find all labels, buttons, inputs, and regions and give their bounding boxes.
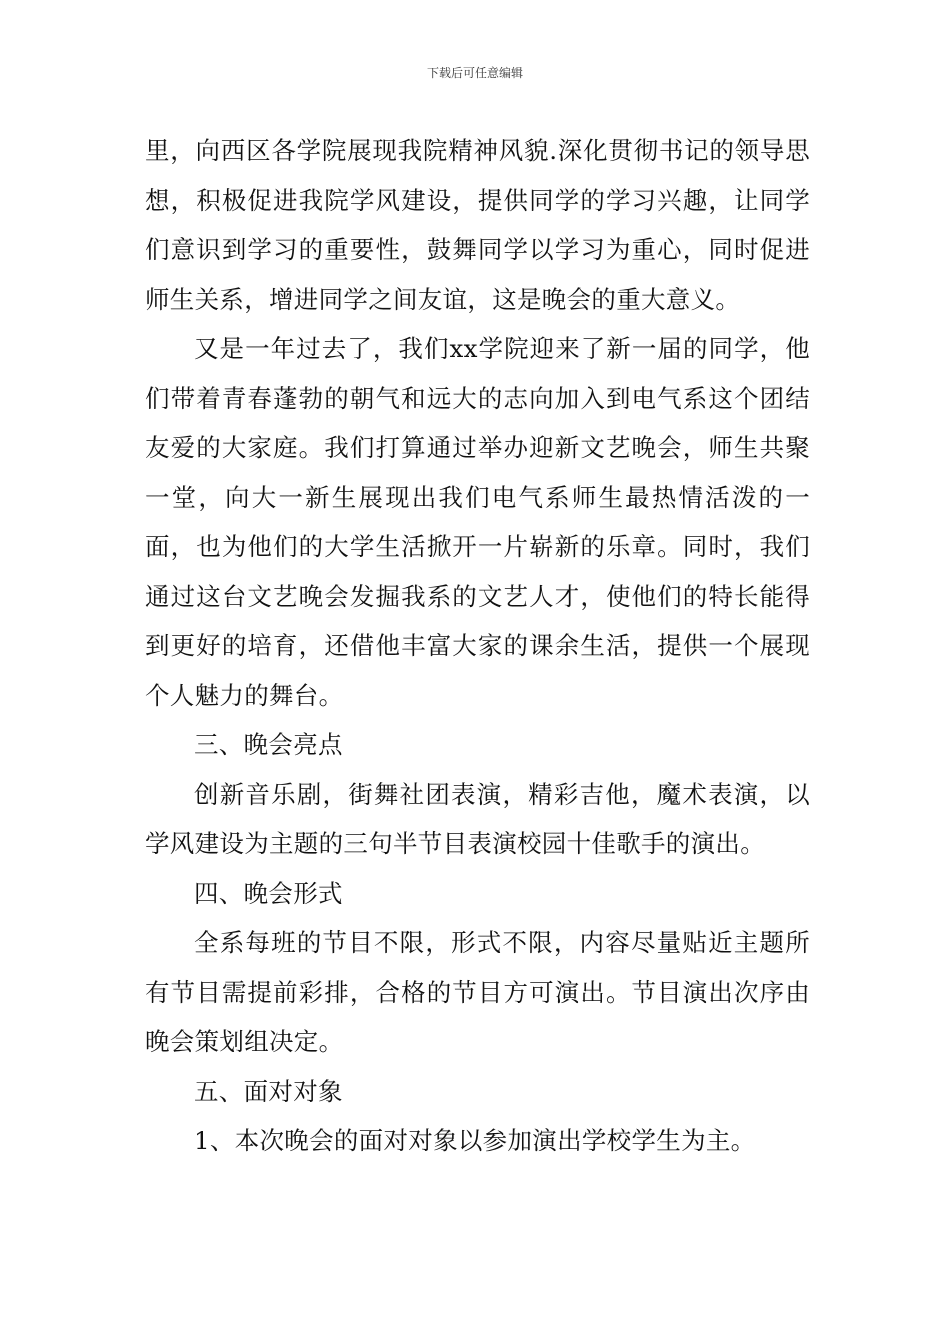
- paragraph-highlights: 创新音乐剧，街舞社团表演，精彩吉他，魔术表演，以学风建设为主题的三句半节目表演校园十佳歌手的演出。: [145, 779, 810, 858]
- section-heading-audience: 五、面对对象: [194, 1076, 343, 1106]
- paragraph-format: 全系每班的节目不限，形式不限，内容尽量贴近主题所有节目需提前彩排，合格的节目方可演出。节目演出次序由晚会策划组决定。: [145, 928, 810, 1056]
- page-header: 下载后可任意编辑: [426, 66, 523, 80]
- paragraph-background: 又是一年过去了，我们xx学院迎来了新一届的同学，他们带着青春蓬勃的朝气和远大的志向加入到电气系这个团结友爱的大家庭。我们打算通过举办迎新文艺晚会，师生共聚一堂，向大一新生展现出我们电气系师生最热情活泼的一面，也为他们的大学生活掀开一片崭新的乐章。同时，我们通过这台文艺晚会发掘我系的文艺人才，使他们的特长能得到更好的培育，还借他丰富大家的课余生活，提供一个展现个人魅力的舞台。: [145, 334, 810, 710]
- paragraph-audience: 1、本次晚会的面对对象以参加演出学校学生为主。: [194, 1126, 756, 1155]
- section-heading-highlights: 三、晚会亮点: [194, 730, 343, 759]
- paragraph-purpose-continued: 里，向西区各学院展现我院精神风貌.深化贯彻书记的领导思想，积极促进我院学风建设，提供同学的学习兴趣，让同学们意识到学习的重要性，鼓舞同学以学习为重心，同时促进师生关系，增进同学之间友谊，这是晚会的重大意义。: [145, 136, 810, 314]
- document-body: [145, 126, 810, 1166]
- section-heading-format: 四、晚会形式: [194, 878, 343, 908]
